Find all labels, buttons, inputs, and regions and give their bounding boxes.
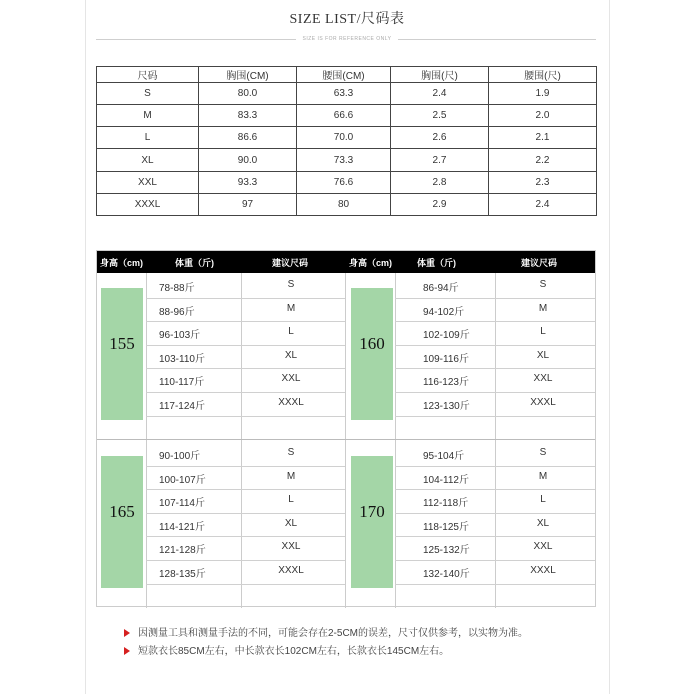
- row-divider: [146, 298, 345, 299]
- height-swatch: [351, 288, 393, 420]
- size-table-cell: 93.3: [199, 171, 297, 193]
- header-height-right: 身高（cm): [349, 258, 393, 268]
- row-divider: [395, 584, 595, 585]
- size-table-cell: 2.7: [391, 149, 489, 171]
- recommend-table: [96, 250, 596, 607]
- header-chest-chi: 胸围(尺): [391, 67, 489, 83]
- weight-range: 128-135斤: [159, 569, 206, 580]
- header-weight-left: 体重（斤): [175, 258, 214, 268]
- size-table-row: [97, 171, 597, 193]
- row-divider: [146, 345, 345, 346]
- row-divider: [395, 416, 595, 417]
- suggested-size: L: [540, 494, 546, 506]
- size-table-cell: 2.0: [489, 105, 597, 127]
- size-table-cell: 2.3: [489, 171, 597, 193]
- height-swatch: [351, 456, 393, 588]
- size-table-cell: 70.0: [297, 127, 391, 149]
- weight-range: 118-125斤: [423, 521, 469, 533]
- row-divider: [395, 392, 595, 393]
- weight-range: 90-100斤: [159, 451, 201, 462]
- suggested-size: L: [288, 326, 294, 338]
- row-divider: [146, 466, 345, 467]
- column-divider: [395, 273, 396, 608]
- suggested-size: XXXL: [278, 565, 304, 576]
- weight-range: 78-88斤: [159, 283, 195, 294]
- row-divider: [395, 466, 595, 467]
- note-2: [106, 642, 449, 657]
- row-divider: [146, 416, 345, 417]
- weight-range: 109-116斤: [423, 353, 469, 365]
- suggested-size: L: [288, 494, 294, 506]
- size-table-cell: 2.2: [489, 149, 597, 171]
- suggested-size: XL: [536, 517, 550, 529]
- suggested-size: XXL: [533, 373, 553, 385]
- weight-range: 112-118斤: [423, 498, 469, 510]
- size-table-cell: XXL: [97, 171, 199, 193]
- height-value: 165: [109, 501, 135, 521]
- header-height-left: 身高（cm): [100, 258, 144, 268]
- row-divider: [146, 560, 345, 561]
- height-swatch: [101, 456, 143, 588]
- weight-range: 117-124斤: [159, 401, 205, 412]
- suggested-size: XXL: [533, 541, 553, 553]
- column-divider: [146, 273, 147, 608]
- row-divider: [395, 560, 595, 561]
- height-value: 155: [109, 333, 135, 353]
- height-swatch: [101, 288, 143, 420]
- size-table-cell: 2.5: [391, 105, 489, 127]
- suggested-size: M: [286, 302, 296, 314]
- size-table-row: [97, 193, 597, 215]
- header-waist-cm: 腰围(CM): [297, 67, 391, 83]
- row-divider: [395, 513, 595, 514]
- suggested-size: XXXL: [530, 397, 556, 408]
- weight-range: 104-112斤: [423, 474, 469, 486]
- weight-range: 100-107斤: [159, 474, 206, 486]
- subtitle-rule-right: [398, 39, 596, 40]
- header-waist-chi: 腰围(尺): [489, 67, 597, 83]
- suggested-size: M: [538, 470, 548, 482]
- note-text-1: 因测量工具和测量手法的不同，可能会存在2-5CM的误差，尺寸仅供参考，以实物为准。: [138, 628, 529, 639]
- suggested-size: L: [540, 326, 546, 338]
- header-size-left: 建议尺码: [272, 258, 309, 268]
- row-divider: [395, 345, 595, 346]
- size-table-row: [97, 105, 597, 127]
- block-divider: [97, 439, 595, 440]
- weight-range: 125-132斤: [423, 545, 470, 557]
- size-table-cell: S: [97, 83, 199, 105]
- weight-range: 116-123斤: [423, 377, 469, 389]
- row-divider: [395, 489, 595, 490]
- recommend-header: [97, 251, 595, 273]
- suggested-size: M: [286, 470, 296, 482]
- suggested-size: XL: [284, 349, 298, 361]
- row-divider: [146, 584, 345, 585]
- red-triangle-icon: [124, 647, 130, 655]
- size-table-cell: 86.6: [199, 127, 297, 149]
- weight-range: 86-94斤: [423, 283, 459, 294]
- size-table-cell: 2.9: [391, 193, 489, 215]
- size-table-header-row: [97, 67, 597, 83]
- weight-range: 121-128斤: [159, 545, 206, 557]
- suggested-size: S: [287, 279, 295, 290]
- row-divider: [146, 513, 345, 514]
- note-1: [106, 624, 528, 639]
- weight-range: 95-104斤: [423, 451, 465, 462]
- size-table-row: [97, 83, 597, 105]
- height-value: 160: [359, 333, 385, 353]
- weight-range: 94-102斤: [423, 306, 465, 318]
- column-divider: [345, 273, 346, 608]
- row-divider: [146, 368, 345, 369]
- weight-range: 107-114斤: [159, 498, 205, 510]
- size-table-cell: XL: [97, 149, 199, 171]
- row-divider: [395, 368, 595, 369]
- suggested-size: XL: [536, 349, 550, 361]
- note-text-2: 短款衣长85CM左右，中长款衣长102CM左右，长款衣长145CM左右。: [138, 646, 450, 657]
- size-table: [96, 66, 597, 216]
- header-size: 尺码: [97, 67, 199, 83]
- size-table-cell: 97: [199, 193, 297, 215]
- suggested-size: XXXL: [278, 397, 304, 408]
- weight-range: 103-110斤: [159, 353, 205, 365]
- suggested-size: M: [538, 302, 548, 314]
- suggested-size: XXXL: [530, 565, 556, 576]
- suggested-size: S: [539, 279, 547, 290]
- size-table-cell: 73.3: [297, 149, 391, 171]
- weight-range: 88-96斤: [159, 306, 195, 318]
- size-table-cell: 80: [297, 193, 391, 215]
- header-size-right: 建议尺码: [521, 258, 558, 268]
- row-divider: [146, 321, 345, 322]
- weight-range: 132-140斤: [423, 569, 470, 580]
- size-table-cell: 90.0: [199, 149, 297, 171]
- size-table-cell: 2.8: [391, 171, 489, 193]
- size-table-cell: 2.1: [489, 127, 597, 149]
- suggested-size: S: [287, 447, 295, 458]
- row-divider: [395, 321, 595, 322]
- weight-range: 96-103斤: [159, 330, 201, 342]
- height-value: 170: [359, 501, 385, 521]
- row-divider: [146, 536, 345, 537]
- row-divider: [395, 536, 595, 537]
- header-chest-cm: 胸围(CM): [199, 67, 297, 83]
- red-triangle-icon: [124, 629, 130, 637]
- header-weight-right: 体重（斤): [417, 258, 456, 268]
- size-table-cell: 2.6: [391, 127, 489, 149]
- subtitle-text: SIZE IS FOR REFERENCE ONLY: [302, 36, 392, 42]
- size-table-row: [97, 149, 597, 171]
- suggested-size: XL: [284, 517, 298, 529]
- weight-range: 102-109斤: [423, 330, 470, 342]
- column-divider: [495, 273, 496, 608]
- size-table-row: [97, 127, 597, 149]
- size-table-cell: M: [97, 105, 199, 127]
- weight-range: 123-130斤: [423, 401, 470, 412]
- size-table-cell: XXXL: [97, 193, 199, 215]
- weight-range: 110-117斤: [159, 377, 205, 389]
- size-table-cell: L: [97, 127, 199, 149]
- column-divider: [241, 273, 242, 608]
- suggested-size: XXL: [281, 541, 301, 553]
- weight-range: 114-121斤: [159, 521, 205, 533]
- size-table-cell: 76.6: [297, 171, 391, 193]
- size-table-cell: 2.4: [391, 83, 489, 105]
- subtitle-bar: [0, 34, 694, 44]
- page-title: SIZE LIST/尺码表: [289, 12, 405, 27]
- size-table-cell: 80.0: [199, 83, 297, 105]
- size-table-cell: 63.3: [297, 83, 391, 105]
- size-table-cell: 2.4: [489, 193, 597, 215]
- row-divider: [146, 489, 345, 490]
- row-divider: [395, 298, 595, 299]
- size-table-cell: 1.9: [489, 83, 597, 105]
- row-divider: [146, 392, 345, 393]
- suggested-size: XXL: [281, 373, 301, 385]
- size-table-cell: 66.6: [297, 105, 391, 127]
- suggested-size: S: [539, 447, 547, 458]
- size-table-cell: 83.3: [199, 105, 297, 127]
